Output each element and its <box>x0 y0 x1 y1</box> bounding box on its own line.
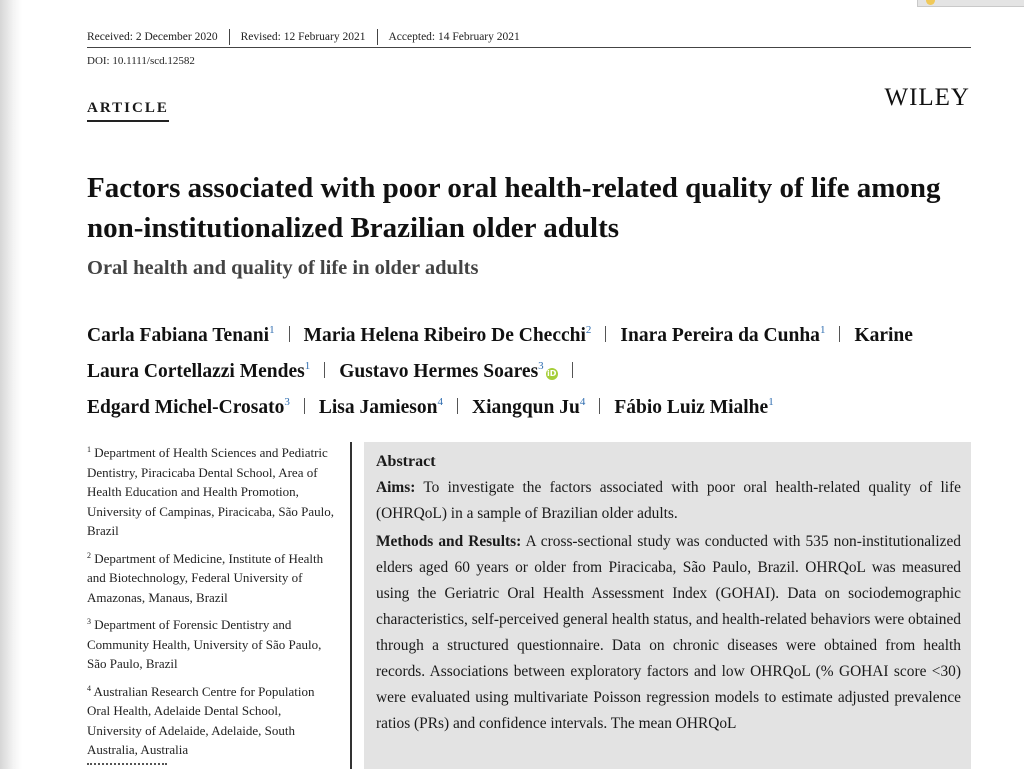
affiliation-marker[interactable]: 1 <box>304 360 311 372</box>
abstract-aims: Aims: To investigate the factors associated with poor oral health-related quality of life (OHRQoL) in a sample of Brazilian older adults. <box>376 479 961 522</box>
date-divider <box>229 29 230 45</box>
author-name[interactable]: Fábio Luiz Mialhe$^1$ <box>614 396 774 418</box>
author-divider <box>324 362 325 378</box>
affiliation-marker[interactable]: 4 <box>437 396 443 408</box>
received-date: Received: 2 December 2020 <box>87 31 218 43</box>
affiliation-marker[interactable]: 1 <box>768 396 774 408</box>
affiliation-marker[interactable]: 3 <box>538 360 544 372</box>
author-divider <box>605 326 606 342</box>
page-edge-shadow <box>0 0 22 769</box>
author-divider <box>599 398 600 414</box>
paper-subtitle: Oral health and quality of life in older adults <box>87 257 479 279</box>
column-divider <box>350 442 352 769</box>
revised-date: Revised: 12 February 2021 <box>240 31 366 43</box>
author-divider <box>304 398 305 414</box>
affiliation-marker[interactable]: 2 <box>585 324 592 336</box>
author-name[interactable]: Lisa Jamieson$^4$ <box>318 396 443 418</box>
affiliation-marker[interactable]: 4 <box>579 396 586 408</box>
affiliation-marker[interactable]: 1 <box>269 324 275 336</box>
publisher-logo: WILEY <box>884 84 970 111</box>
abstract-box <box>364 442 971 769</box>
author-name[interactable]: Inara Pereira da Cunha$^1$ <box>620 324 826 346</box>
viewer-corner-tab <box>917 0 1024 7</box>
author-list <box>87 315 967 423</box>
publication-dates <box>87 29 971 48</box>
author-divider <box>839 326 840 342</box>
affiliations-column <box>87 440 337 765</box>
author-divider <box>572 362 573 378</box>
orcid-icon[interactable]: iD <box>546 369 557 378</box>
author-name[interactable]: Maria Helena Ribeiro De Checchi$^2$ <box>303 324 592 346</box>
abstract-methods: Methods and Results: A cross-sectional study was conducted with 535 non-institutionalized elders aged 60 years or older from Piracicaba, São Paulo, Brazil. OHRQoL was measured using the Geriatric Oral Health Assessment Index (GOHAI). Data on sociodemographic characteristics, self-perceived general health status, and health-related behaviors were obtained through a structured questionnaire. Data on chronic diseases were obtained from health records. Associations between exploratory factors and low OHRQoL (% GOHAI score <30) were evaluated using multivariate Poisson regression models to estimate adjusted prevalence ratios (PRs) and confidence intervals. The mean OHRQoL <box>376 533 962 732</box>
methods-label: Methods and Results: <box>376 533 522 550</box>
affiliation-entry: $^4$ Australian Research Centre for Population Oral Health, Adelaide Dental School, University of Adelaide, Adelaide, South Australia, Australia <box>87 683 315 757</box>
paper-title: Factors associated with poor oral health-related quality of life among non-institutionalized Brazilian older adults <box>87 172 941 244</box>
author-name[interactable]: Edgard Michel-Crosato$^3$ <box>87 396 290 418</box>
aims-label: Aims: <box>376 479 416 496</box>
author-divider <box>289 326 290 342</box>
affiliation-marker[interactable]: 3 <box>284 396 290 408</box>
author-name[interactable]: Carla Fabiana Tenani$^1$ <box>87 324 275 346</box>
accepted-date: Accepted: 14 February 2021 <box>388 31 520 43</box>
author-name[interactable]: Gustavo Hermes Soares$^3$iD <box>339 360 557 382</box>
author-divider <box>457 398 458 414</box>
affiliation-entry: $^3$ Department of Forensic Dentistry and Community Health, University of São Paulo, São Paulo, Brazil <box>87 617 322 671</box>
date-divider <box>377 29 378 45</box>
affiliation-entry: $^2$ Department of Medicine, Institute of Health and Biotechnology, Federal University of Amazonas, Manaus, Brazil <box>87 550 324 605</box>
status-dot-icon <box>926 0 935 5</box>
cut-off-text-fragment <box>87 763 167 767</box>
author-name[interactable]: Karine Laura Cortellazzi Mendes$^1$ <box>87 325 913 382</box>
affiliation-entry: $^1$ Department of Health Sciences and Pediatric Dentistry, Piracicaba Dental School, Area of Health Education and Health Promotion, University of Campinas, Piracicaba, São Paulo, Brazil <box>87 445 334 538</box>
affiliation-marker[interactable]: 1 <box>819 324 826 336</box>
article-type-label: ARTICLE <box>87 100 169 122</box>
abstract-heading: Abstract <box>376 453 436 470</box>
doi-link[interactable]: DOI: 10.1111/scd.12582 <box>87 55 195 67</box>
author-name[interactable]: Xiangqun Ju$^4$ <box>471 396 586 418</box>
